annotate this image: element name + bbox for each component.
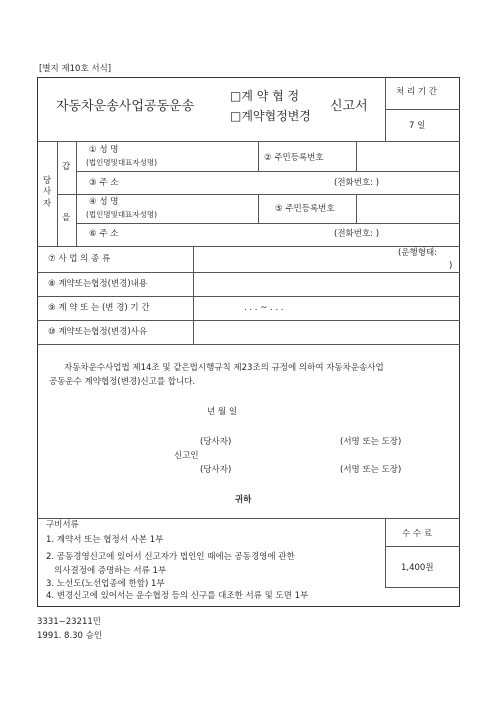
party-a-address-field[interactable]: [200, 173, 330, 192]
party-b-reg-field[interactable]: [360, 197, 457, 220]
party-b-label: 을: [62, 213, 71, 223]
divider: [385, 109, 460, 110]
docs-item: 1. 계약서 또는 협정서 사본 1부: [46, 535, 164, 545]
divider: [258, 194, 259, 223]
party-a-name-label: ① 성 명: [89, 145, 119, 155]
contract-reason-field[interactable]: [196, 323, 456, 342]
applicant-1-label: (당사자): [200, 437, 232, 447]
docs-item: 2. 공동경영신고에 있어서 신고자가 법인인 때에는 공동경영에 관한: [46, 552, 295, 562]
party-a-address-label: ③ 주 소: [89, 178, 119, 188]
divider: [37, 320, 460, 321]
docs-item: 의사결정에 증명하는 서류 1부: [46, 566, 167, 576]
contract-period-value[interactable]: . . . ~ . . .: [244, 303, 284, 313]
party-b-reg-label: ⑤ 주민등록번호: [275, 204, 335, 214]
divider: [385, 546, 460, 547]
divider: [37, 344, 460, 345]
divider: [385, 518, 386, 587]
party-b-name-sub: (법인명및대표자성명): [86, 210, 158, 219]
form-code: 3331−23211민: [37, 617, 102, 627]
party-a-label: 갑: [62, 162, 71, 172]
declaration-date[interactable]: 년 월 일: [207, 407, 238, 417]
processing-period-label: 처 리 기 간: [396, 87, 437, 97]
title-option-change[interactable]: □계약협정변경: [230, 109, 311, 123]
party-b-address-label: ⑥ 주 소: [89, 229, 119, 239]
party-b-phone: (전화번호: ): [334, 229, 380, 239]
divider: [37, 246, 460, 247]
party-a-phone: (전화번호: ): [334, 178, 380, 188]
divider: [37, 272, 460, 273]
approval-date: 1991. 8.30 승인: [37, 631, 103, 641]
business-type-field[interactable]: [196, 249, 386, 269]
form-title-suffix: 신고서: [330, 99, 368, 114]
divider: [76, 171, 460, 172]
operation-type-note-end: ): [449, 261, 453, 271]
fee-label: 수 수 료: [402, 529, 433, 539]
divider: [193, 246, 194, 344]
contract-period-label: ⑨ 계 약 또 는 (변 경) 기 간: [48, 303, 150, 313]
form-reference: [별지 제10호 서식]: [39, 64, 112, 74]
applicant-2-sign[interactable]: (서명 또는 도장): [340, 465, 402, 475]
divider: [385, 587, 460, 588]
applicant-2-label: (당사자): [200, 465, 232, 475]
docs-item: 3. 노선도(노선업종에 한함) 1부: [46, 579, 165, 589]
party-label: 당사자: [42, 176, 52, 209]
party-a-reg-label: ② 주민등록번호: [264, 153, 324, 163]
title-option-contract[interactable]: □계 약 협 정: [230, 89, 300, 103]
contract-reason-label: ⑩ 계약또는협정(변경)사유: [48, 327, 148, 337]
form-title: 자동차운송사업공동운송: [56, 99, 195, 114]
contract-content-label: ⑧ 계약또는협정(변경)내용: [48, 279, 148, 289]
party-a-name-sub: (법인명및대표자성명): [86, 158, 158, 167]
party-b-name-label: ④ 성 명: [89, 197, 119, 207]
declaration-line-2: 공동운수 계약협정(변경)신고를 합니다.: [49, 377, 196, 387]
processing-period-value: 7 일: [409, 121, 426, 131]
applicant-label: 신고인: [174, 451, 199, 461]
operation-type-note: (운행형태:: [398, 248, 438, 258]
declaration-line-1: 자동차운수사업법 제14조 및 같은법시행규칙 제23조의 규정에 의하여 자동차운송사업: [64, 363, 384, 373]
docs-item: 4. 변경신고에 있어서는 운수협정 등의 신구를 대조한 서류 및 도면 1부: [46, 591, 309, 601]
divider: [37, 296, 460, 297]
applicant-1-sign[interactable]: (서명 또는 도장): [340, 437, 402, 447]
party-a-reg-field[interactable]: [360, 144, 457, 168]
contract-content-field[interactable]: [196, 275, 456, 294]
party-b-address-field[interactable]: [200, 225, 330, 244]
recipient-label: 귀하: [235, 495, 252, 505]
docs-title: 구비서류: [46, 520, 79, 530]
fee-value: 1,400원: [401, 563, 434, 573]
divider: [76, 223, 460, 224]
divider: [37, 141, 460, 142]
divider: [258, 141, 259, 171]
divider: [356, 141, 357, 171]
divider: [37, 518, 460, 519]
business-type-label: ⑦ 사 업 의 종 류: [48, 254, 111, 264]
divider: [356, 194, 357, 223]
